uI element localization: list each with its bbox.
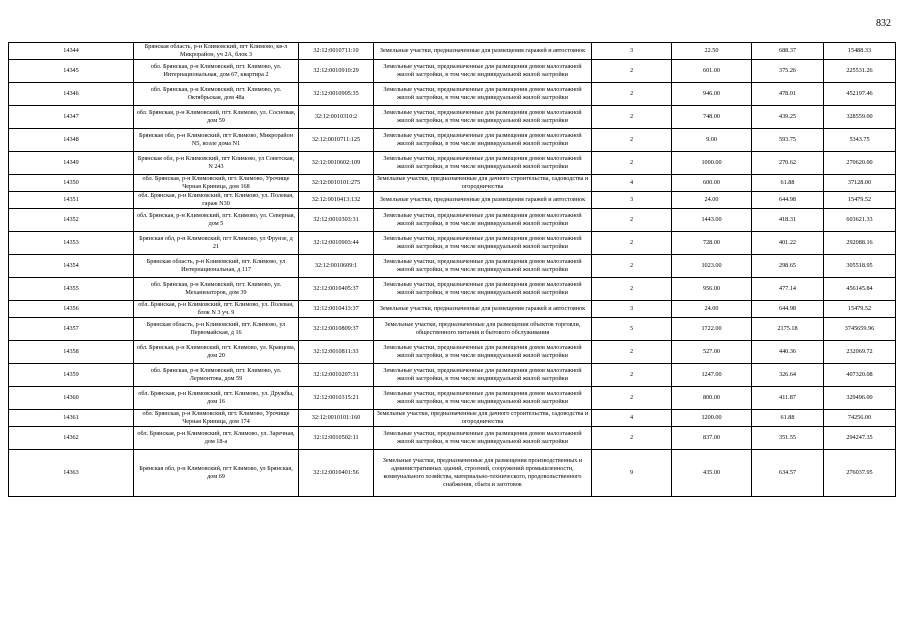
row-number-cell: 14354	[9, 255, 134, 278]
row-number-cell: 14352	[9, 209, 134, 232]
specific-value-cell: 61.88	[752, 410, 824, 427]
area-cell: 946.00	[672, 83, 752, 106]
table-row	[9, 60, 896, 83]
specific-value-cell: 375.26	[752, 60, 824, 83]
cadastral-number-cell: 32:12:0010101:160	[299, 410, 374, 427]
table-row	[9, 410, 896, 427]
cadastral-number-cell: 32:12:0010315:21	[299, 387, 374, 410]
address-cell: обл. Брянская, р-н Климовский, пгт. Климово, ул. Заречная, дом 18-а	[134, 427, 299, 450]
table-row	[9, 192, 896, 209]
group-cell: 4	[592, 175, 672, 192]
specific-value-cell: 2175.18	[752, 318, 824, 341]
group-cell: 3	[592, 192, 672, 209]
land-use-cell: Земельные участки, предназначенные для размещения гаражей и автостоянок	[374, 301, 592, 318]
row-number-cell: 14350	[9, 175, 134, 192]
address-cell: обл. Брянская, р-н Климовский, пгт. Климово, ул. Северная, дом 5	[134, 209, 299, 232]
address-cell: Брянская область, р-н Климовский, пгт. Климово, ул Первомайская, д 16	[134, 318, 299, 341]
group-cell: 2	[592, 278, 672, 301]
area-cell: 1247.00	[672, 364, 752, 387]
address-cell: обл. Брянская, р-н Климовский, пгт. Климово, ул. Октябрьская, дом 48а	[134, 83, 299, 106]
table-row	[9, 278, 896, 301]
table-row	[9, 175, 896, 192]
cadastral-number-cell: 32:12:0010207:31	[299, 364, 374, 387]
address-cell: обл. Брянская, р-н Климовский, пгт. Климово, ул. Кравцова, дом 20	[134, 341, 299, 364]
cadastral-value-cell: 232069.72	[824, 341, 896, 364]
table-row	[9, 255, 896, 278]
area-cell: 800.00	[672, 387, 752, 410]
cadastral-number-cell: 32:12:0010602:109	[299, 152, 374, 175]
cadastral-value-cell: 270620.00	[824, 152, 896, 175]
row-number-cell: 14351	[9, 192, 134, 209]
specific-value-cell: 440.36	[752, 341, 824, 364]
specific-value-cell: 644.98	[752, 301, 824, 318]
land-use-cell: Земельные участки, предназначенные для размещения домов малоэтажной жилой застройки, в том числе индивидуальной жилой застройки	[374, 364, 592, 387]
row-number-cell: 14345	[9, 60, 134, 83]
row-number-cell: 14361	[9, 410, 134, 427]
group-cell: 2	[592, 106, 672, 129]
cadastral-number-cell: 32:12:0010310:2	[299, 106, 374, 129]
row-number-cell: 14358	[9, 341, 134, 364]
table-row	[9, 232, 896, 255]
row-number-cell: 14360	[9, 387, 134, 410]
cadastral-number-cell: 32:12:0010905:35	[299, 83, 374, 106]
group-cell: 2	[592, 60, 672, 83]
row-number-cell: 14353	[9, 232, 134, 255]
area-cell: 1200.00	[672, 410, 752, 427]
address-cell: обл. Брянская, р-н Климовский, пгт. Климово, ул. Дружбы, дом 16	[134, 387, 299, 410]
area-cell: 24.00	[672, 301, 752, 318]
cadastral-value-cell: 15488.33	[824, 43, 896, 60]
group-cell: 2	[592, 387, 672, 410]
area-cell: 527.00	[672, 341, 752, 364]
row-number-cell: 14363	[9, 450, 134, 497]
row-number-cell: 14359	[9, 364, 134, 387]
land-use-cell: Земельные участки, предназначенные для размещения домов малоэтажной жилой застройки, в том числе индивидуальной жилой застройки	[374, 387, 592, 410]
table-row	[9, 209, 896, 232]
address-cell: Брянская обл, р-н Климовский, пгт Климово, ул Брянская, дом 69	[134, 450, 299, 497]
specific-value-cell: 298.65	[752, 255, 824, 278]
cadastral-value-cell: 456145.84	[824, 278, 896, 301]
address-cell: Брянская обл, р-н Климовский, пгт Климово, ул Фрунзе, д 21	[134, 232, 299, 255]
row-number-cell: 14347	[9, 106, 134, 129]
cadastral-value-cell: 3745659.96	[824, 318, 896, 341]
specific-value-cell: 439.25	[752, 106, 824, 129]
area-cell: 435.00	[672, 450, 752, 497]
cadastral-number-cell: 32:12:0010809:37	[299, 318, 374, 341]
specific-value-cell: 418.31	[752, 209, 824, 232]
group-cell: 3	[592, 301, 672, 318]
table-row	[9, 427, 896, 450]
table-row	[9, 152, 896, 175]
specific-value-cell: 411.87	[752, 387, 824, 410]
cadastral-value-cell: 603621.33	[824, 209, 896, 232]
cadastral-value-cell: 294247.35	[824, 427, 896, 450]
area-cell: 24.00	[672, 192, 752, 209]
table-row	[9, 387, 896, 410]
address-cell: Брянская область, р-н Климовский, пгт Климово, кв-л Микрорайон, уч 2А, блок 3	[134, 43, 299, 60]
address-cell: Брянская обл, р-н Климовский, пгт Климово, ул Советская, N 243	[134, 152, 299, 175]
address-cell: обл. Брянская, р-н Климовский, пгт. Климово, ул. Лермонтова, дом 59	[134, 364, 299, 387]
area-cell: 600.00	[672, 175, 752, 192]
cadastral-value-cell: 225531.26	[824, 60, 896, 83]
area-cell: 1443.00	[672, 209, 752, 232]
row-number-cell: 14346	[9, 83, 134, 106]
land-use-cell: Земельные участки, предназначенные для размещения домов малоэтажной жилой застройки, в том числе индивидуальной жилой застройки	[374, 255, 592, 278]
cadastral-number-cell: 32:12:0010609:1	[299, 255, 374, 278]
group-cell: 2	[592, 232, 672, 255]
table-row	[9, 43, 896, 60]
table-row	[9, 341, 896, 364]
specific-value-cell: 270.62	[752, 152, 824, 175]
group-cell: 2	[592, 341, 672, 364]
page-number: 832	[876, 18, 891, 29]
cadastral-number-cell: 32:12:0010811:33	[299, 341, 374, 364]
group-cell: 2	[592, 255, 672, 278]
address-cell: обл. Брянская, р-н Климовский, пгт. Климово, Урочище Черная Криница, дом 174	[134, 410, 299, 427]
land-use-cell: Земельные участки, предназначенные для размещения домов малоэтажной жилой застройки, в том числе индивидуальной жилой застройки	[374, 278, 592, 301]
group-cell: 2	[592, 83, 672, 106]
land-use-cell: Земельные участки, предназначенные для размещения домов малоэтажной жилой застройки, в том числе индивидуальной жилой застройки	[374, 341, 592, 364]
cadastral-number-cell: 32:12:0010711:10	[299, 43, 374, 60]
land-use-cell: Земельные участки, предназначенные для размещения домов малоэтажной жилой застройки, в том числе индивидуальной жилой застройки	[374, 83, 592, 106]
table-body	[9, 43, 896, 497]
cadastral-number-cell: 32:12:0010910:29	[299, 60, 374, 83]
table-row	[9, 301, 896, 318]
land-registry-table	[8, 42, 896, 497]
cadastral-value-cell: 329496.00	[824, 387, 896, 410]
cadastral-value-cell: 328559.00	[824, 106, 896, 129]
specific-value-cell: 593.75	[752, 129, 824, 152]
table-row	[9, 364, 896, 387]
area-cell: 9.00	[672, 129, 752, 152]
land-use-cell: Земельные участки, предназначенные для размещения домов малоэтажной жилой застройки, в том числе индивидуальной жилой застройки	[374, 232, 592, 255]
group-cell: 2	[592, 152, 672, 175]
area-cell: 1722.00	[672, 318, 752, 341]
cadastral-number-cell: 32:12:0010101:275	[299, 175, 374, 192]
specific-value-cell: 326.64	[752, 364, 824, 387]
area-cell: 601.00	[672, 60, 752, 83]
area-cell: 22.50	[672, 43, 752, 60]
cadastral-number-cell: 32:12:0010413:132	[299, 192, 374, 209]
land-use-cell: Земельные участки, предназначенные для размещения объектов торговли, общественного питания и бытового обслуживания	[374, 318, 592, 341]
land-use-cell: Земельные участки, предназначенные для размещения домов малоэтажной жилой застройки, в том числе индивидуальной жилой застройки	[374, 209, 592, 232]
table-row	[9, 318, 896, 341]
cadastral-number-cell: 32:12:0010903:44	[299, 232, 374, 255]
land-use-cell: Земельные участки, предназначенные для размещения домов малоэтажной жилой застройки, в том числе индивидуальной жилой застройки	[374, 129, 592, 152]
group-cell: 2	[592, 209, 672, 232]
cadastral-number-cell: 32:12:0010303:31	[299, 209, 374, 232]
address-cell: Брянская обл, р-н Климовский, пгт Климово, Микрорайон N5, возле дома N1	[134, 129, 299, 152]
group-cell: 4	[592, 410, 672, 427]
cadastral-value-cell: 276037.95	[824, 450, 896, 497]
area-cell: 1000.00	[672, 152, 752, 175]
area-cell: 1023.00	[672, 255, 752, 278]
specific-value-cell: 688.37	[752, 43, 824, 60]
address-cell: обл. Брянская, р-н Климовский, пгт. Климово, ул. Полевая, гараж N30	[134, 192, 299, 209]
specific-value-cell: 351.55	[752, 427, 824, 450]
row-number-cell: 14362	[9, 427, 134, 450]
group-cell: 3	[592, 43, 672, 60]
cadastral-value-cell: 15479.52	[824, 192, 896, 209]
group-cell: 9	[592, 450, 672, 497]
address-cell: обл. Брянская, р-н Климовский, пгт. Климово, Урочище Черная Криница, дом 168	[134, 175, 299, 192]
area-cell: 728.00	[672, 232, 752, 255]
cadastral-value-cell: 15479.52	[824, 301, 896, 318]
cadastral-number-cell: 32:12:0010502:11	[299, 427, 374, 450]
row-number-cell: 14348	[9, 129, 134, 152]
land-use-cell: Земельные участки, предназначенные для размещения гаражей и автостоянок	[374, 43, 592, 60]
cadastral-value-cell: 407320.08	[824, 364, 896, 387]
specific-value-cell: 634.57	[752, 450, 824, 497]
group-cell: 2	[592, 427, 672, 450]
area-cell: 748.00	[672, 106, 752, 129]
group-cell: 2	[592, 364, 672, 387]
land-use-cell: Земельные участки, предназначенные для размещения производственных и административных зданий, строений, сооружений промышленности, коммунального хозяйства, материально-технического, продовольственного снабжения, сбыта и заготовок	[374, 450, 592, 497]
specific-value-cell: 61.88	[752, 175, 824, 192]
land-use-cell: Земельные участки, предназначенные для размещения домов малоэтажной жилой застройки, в том числе индивидуальной жилой застройки	[374, 152, 592, 175]
address-cell: Брянская область, р-н Климовский, пгт. Климово, ул Интернациональная, д 117	[134, 255, 299, 278]
cadastral-value-cell: 305518.95	[824, 255, 896, 278]
cadastral-number-cell: 32:12:0010401:56	[299, 450, 374, 497]
cadastral-value-cell: 37128.00	[824, 175, 896, 192]
cadastral-value-cell: 74256.00	[824, 410, 896, 427]
group-cell: 2	[592, 129, 672, 152]
row-number-cell: 14357	[9, 318, 134, 341]
land-use-cell: Земельные участки, предназначенные для размещения домов малоэтажной жилой застройки, в том числе индивидуальной жилой застройки	[374, 427, 592, 450]
table-row	[9, 450, 896, 497]
cadastral-value-cell: 452197.46	[824, 83, 896, 106]
table-row	[9, 106, 896, 129]
cadastral-number-cell: 32:12:0010711:125	[299, 129, 374, 152]
row-number-cell: 14355	[9, 278, 134, 301]
specific-value-cell: 478.01	[752, 83, 824, 106]
row-number-cell: 14356	[9, 301, 134, 318]
address-cell: обл. Брянская, р-н Климовский, пгт. Климово, ул. Механизаторов, дом 39	[134, 278, 299, 301]
address-cell: обл. Брянская, р-н Климовский, пгт. Климово, ул. Сосновая, дом 59	[134, 106, 299, 129]
address-cell: обл. Брянская, р-н Климовский, пгт. Климово, ул. Интернациональная, дом 67, квартира 2	[134, 60, 299, 83]
row-number-cell: 14344	[9, 43, 134, 60]
specific-value-cell: 477.14	[752, 278, 824, 301]
area-cell: 837.00	[672, 427, 752, 450]
table-row	[9, 129, 896, 152]
cadastral-number-cell: 32:12:0010405:37	[299, 278, 374, 301]
cadastral-value-cell: 5343.75	[824, 129, 896, 152]
cadastral-number-cell: 32:12:0010413:37	[299, 301, 374, 318]
land-use-cell: Земельные участки, предназначенные для дачного строительства, садоводства и огородничества	[374, 175, 592, 192]
specific-value-cell: 644.98	[752, 192, 824, 209]
table-row	[9, 83, 896, 106]
address-cell: обл. Брянская, р-н Климовский, пгт. Климово, ул. Полевая, блок N 3 уч. 9	[134, 301, 299, 318]
area-cell: 956.00	[672, 278, 752, 301]
land-use-cell: Земельные участки, предназначенные для размещения домов малоэтажной жилой застройки, в том числе индивидуальной жилой застройки	[374, 60, 592, 83]
land-use-cell: Земельные участки, предназначенные для размещения домов малоэтажной жилой застройки, в том числе индивидуальной жилой застройки	[374, 106, 592, 129]
group-cell: 5	[592, 318, 672, 341]
cadastral-value-cell: 292088.16	[824, 232, 896, 255]
row-number-cell: 14349	[9, 152, 134, 175]
land-use-cell: Земельные участки, предназначенные для дачного строительства, садоводства и огородничества	[374, 410, 592, 427]
land-use-cell: Земельные участки, предназначенные для размещения гаражей и автостоянок	[374, 192, 592, 209]
specific-value-cell: 401.22	[752, 232, 824, 255]
